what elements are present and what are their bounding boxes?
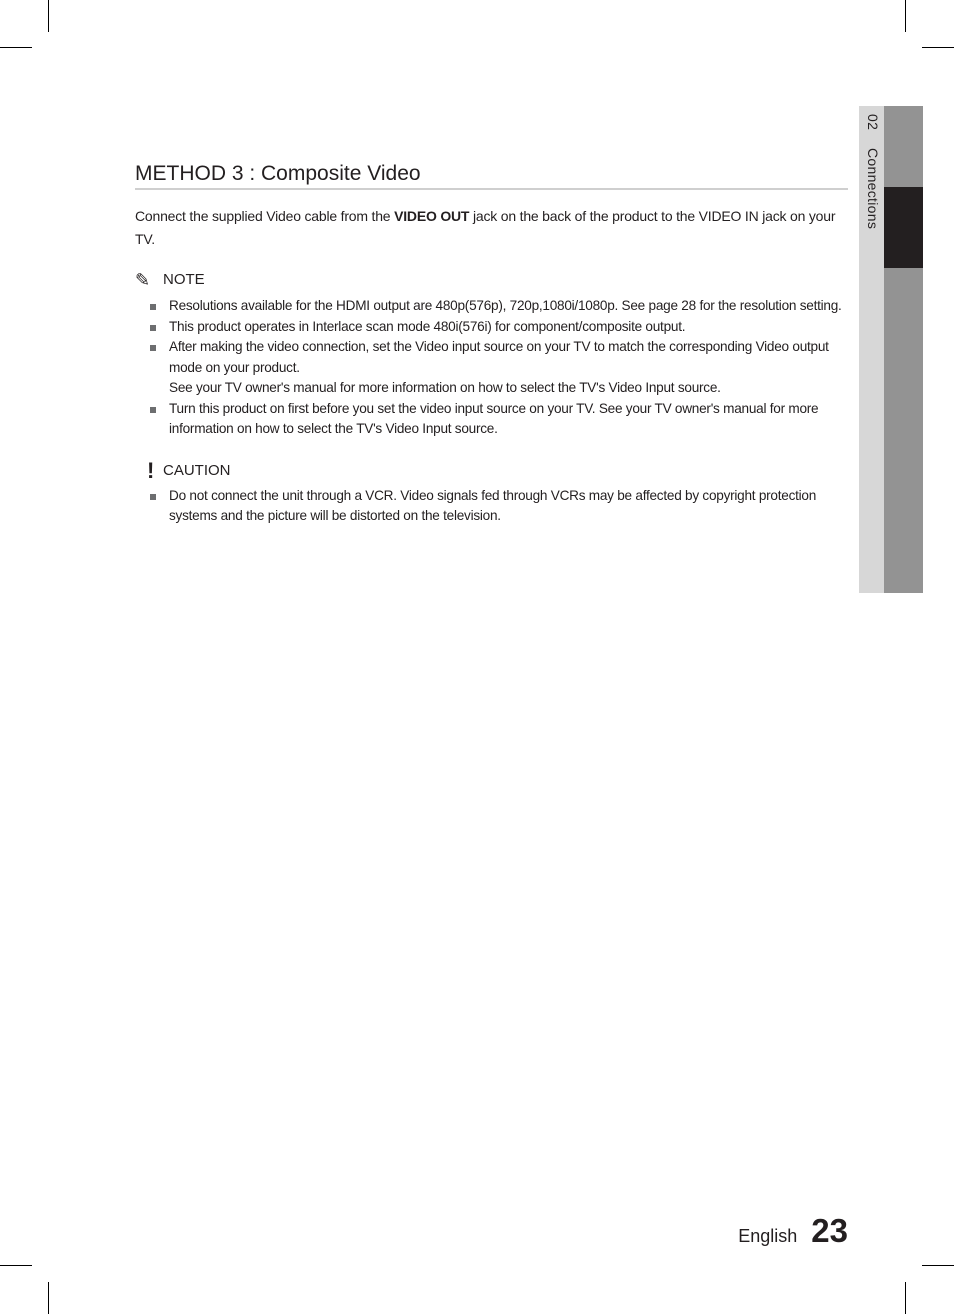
page-footer — [738, 1212, 848, 1250]
intro-bold: VIDEO OUT — [394, 208, 470, 224]
crop-mark-right-top — [922, 47, 954, 48]
note-heading — [135, 270, 848, 290]
list-item — [135, 296, 848, 317]
caution-list — [135, 486, 848, 527]
crop-mark-bottom-left — [48, 1282, 49, 1314]
section-title: METHOD 3 : Composite Video — [135, 160, 848, 190]
list-item — [135, 317, 848, 338]
list-item — [135, 399, 848, 440]
page-number: 23 — [811, 1212, 848, 1249]
list-item — [135, 486, 848, 527]
caution-item-text: Do not connect the unit through a VCR. Video signals fed through VCRs may be affected by copyright protection systems and the picture will be distorted on the television. — [169, 487, 817, 523]
chapter-title: Connections — [865, 148, 881, 230]
note-item-text: After making the video connection, set the Video input source on your TV to match the corresponding Video output mode on your product. — [169, 339, 829, 375]
intro-paragraph — [135, 205, 848, 250]
intro-text-2: jack on the back of the product to the VIDEO IN jack on your TV. — [135, 208, 836, 247]
crop-mark-bottom-right — [905, 1282, 906, 1314]
footer-language: English — [738, 1226, 798, 1246]
list-item — [135, 337, 848, 399]
note-list — [135, 296, 848, 440]
caution-label: CAUTION — [163, 461, 231, 479]
chapter-number: 02 — [865, 114, 881, 131]
pencil-icon: ✎ — [135, 270, 151, 290]
chapter-label — [863, 114, 881, 274]
note-item-text: This product operates in Interlace scan mode 480i(576i) for component/composite output. — [169, 318, 686, 334]
crop-mark-top-right — [905, 0, 906, 32]
side-tab-active-marker — [884, 187, 923, 268]
note-item-text: Resolutions available for the HDMI output are 480p(576p), 720p,1080i/1080p. See page 28 for the resolution setting. — [169, 298, 842, 313]
note-item-text: Turn this product on first before you set the video input source on your TV. See your TV owner's manual for more information on how to select the TV's Video Input source. — [169, 400, 819, 436]
main-content — [135, 160, 848, 527]
side-tab-strip — [884, 106, 923, 593]
crop-mark-left-top — [0, 47, 32, 48]
exclamation-icon: ! — [147, 457, 155, 483]
crop-mark-right-bottom — [922, 1265, 954, 1266]
note-label: NOTE — [163, 271, 205, 288]
note-item-subtext: See your TV owner's manual for more information on how to select the TV's Video Input source. — [169, 380, 721, 395]
caution-heading — [135, 457, 848, 483]
intro-text-1: Connect the supplied Video cable from the — [135, 208, 395, 224]
crop-mark-left-bottom — [0, 1265, 32, 1266]
crop-mark-top-left — [48, 0, 49, 32]
